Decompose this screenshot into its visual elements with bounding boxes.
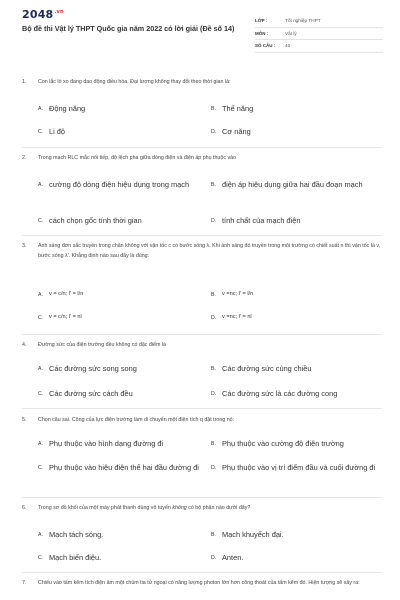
meta-value: 40 [285,43,291,49]
question-text: Trong sơ đồ khối của một máy phát thanh dùng vô tuyến không có bộ phận nào dưới đây? [38,505,251,511]
question-text: Ánh sáng đơn sắc truyền trong chân không với vận tốc c có bước sóng λ. Khi ánh sáng đó truyền trong môi trường có chiết suất n thì vận tốc là v, bước sóng λ'. Khẳng định nào sau đây là đúng: [38,243,381,259]
question-text: Chiếu vào tấm kẽm tích điện âm một chùm tia tử ngoại có năng lượng photon lớn hơn công thoát của tấm kẽm đó. Hiện tượng sẽ xảy ra: [38,580,360,586]
question-1-option-d[interactable]: D. Cơ năng [211,127,251,136]
meta-row-grade [255,15,383,28]
question-number: 6. [22,505,27,511]
question-text: Con lắc lò xo đang dao động điều hòa. Đại lượng không thay đổi theo thời gian là: [38,79,231,85]
meta-key: SỐ CÂU : [255,43,276,49]
question-number: 1. [22,79,27,85]
site-logo[interactable]: $2048^{.vn}$ [22,8,64,21]
question-2-option-b[interactable]: B. điện áp hiệu dụng giữa hai đầu đoạn mạch [211,180,363,189]
question-4 [22,341,382,351]
meta-key: MÔN : [255,30,269,36]
question-4-option-c[interactable]: C. Các đường sức cách đều [38,389,133,398]
question-text: Đường sức của điện trường đều không có đặc điểm là [38,342,167,348]
question-number: 5. [22,417,27,423]
question-number: 2. [22,155,27,161]
question-5-option-d[interactable]: D. Phụ thuộc vào vị trí điểm đầu và cuối đường đi [211,463,376,472]
question-divider [22,147,382,148]
question-3-option-c[interactable]: C. v = c/n; l' = nl [38,314,82,321]
question-divider [22,497,382,498]
question-number: 3. [22,243,27,249]
question-3-option-a[interactable]: A. v = c/n; l' = l/n [38,291,84,298]
question-1-option-a[interactable]: A. Động năng [38,104,86,113]
question-4-option-d[interactable]: D. Các đường sức là các đường cong [211,389,338,398]
question-divider [22,334,382,335]
meta-value: Vật lý [285,30,297,36]
question-6-option-a[interactable]: A. Mạch tách sóng. [38,530,104,539]
question-1 [22,78,382,88]
question-3-option-d[interactable]: D. v =nc; l' = nl [211,314,252,321]
question-7 [22,579,382,589]
question-5-option-c[interactable]: C. Phụ thuộc vào hiệu điện thế hai đầu đường đi [38,463,199,472]
question-1-option-c[interactable]: C. Li độ [38,127,66,136]
emphasis-text: không [172,505,187,511]
question-2 [22,154,382,164]
question-2-option-a[interactable]: A. cường độ dòng điện hiệu dụng trong mạch [38,180,190,189]
question-3 [22,242,382,261]
question-number: 4. [22,342,27,348]
meta-row-question-count [255,40,383,53]
question-4-option-b[interactable]: B. Các đường sức cùng chiều [211,364,312,373]
meta-value: Tốt nghiệp THPT [285,18,321,24]
exam-title: Bộ đề thi Vật lý THPT Quốc gia năm 2022 có lời giải (Đề số 14) [22,24,235,33]
question-5 [22,416,382,426]
question-2-option-c[interactable]: C. cách chọn gốc tính thời gian [38,216,142,225]
question-divider [22,235,382,236]
question-2-option-d[interactable]: D. tính chất của mạch điện [211,216,301,225]
question-3-option-b[interactable]: B. v =nc; l' = l/n [211,291,254,298]
question-6-option-d[interactable]: D. Anten. [211,553,244,562]
question-6-option-b[interactable]: B. Mạch khuyếch đại. [211,530,284,539]
question-4-option-a[interactable]: A. Các đường sức song song [38,364,137,373]
meta-row-subject [255,28,383,41]
question-6 [22,504,382,514]
question-divider [22,408,382,409]
question-5-option-a[interactable]: A. Phụ thuộc vào hình dạng đường đi [38,439,164,448]
meta-key: LỚP : [255,18,268,24]
question-text: Trong mạch RLC mắc nối tiếp, độ lệch pha giữa dòng điện và điện áp phụ thuộc vào [38,155,236,161]
question-6-option-c[interactable]: C. Mạch biến điệu. [38,553,102,562]
question-5-option-b[interactable]: B. Phụ thuộc vào cường độ điện trường [211,439,344,448]
question-1-option-b[interactable]: B. Thế năng [211,104,254,113]
page-header [0,0,400,58]
exam-meta-table [255,15,383,53]
question-text: Chọn câu sai. Công của lực điện trường làm di chuyển một điện tích q đặt trong nó: [38,417,235,423]
question-number: 7. [22,580,27,586]
question-divider [22,572,382,573]
